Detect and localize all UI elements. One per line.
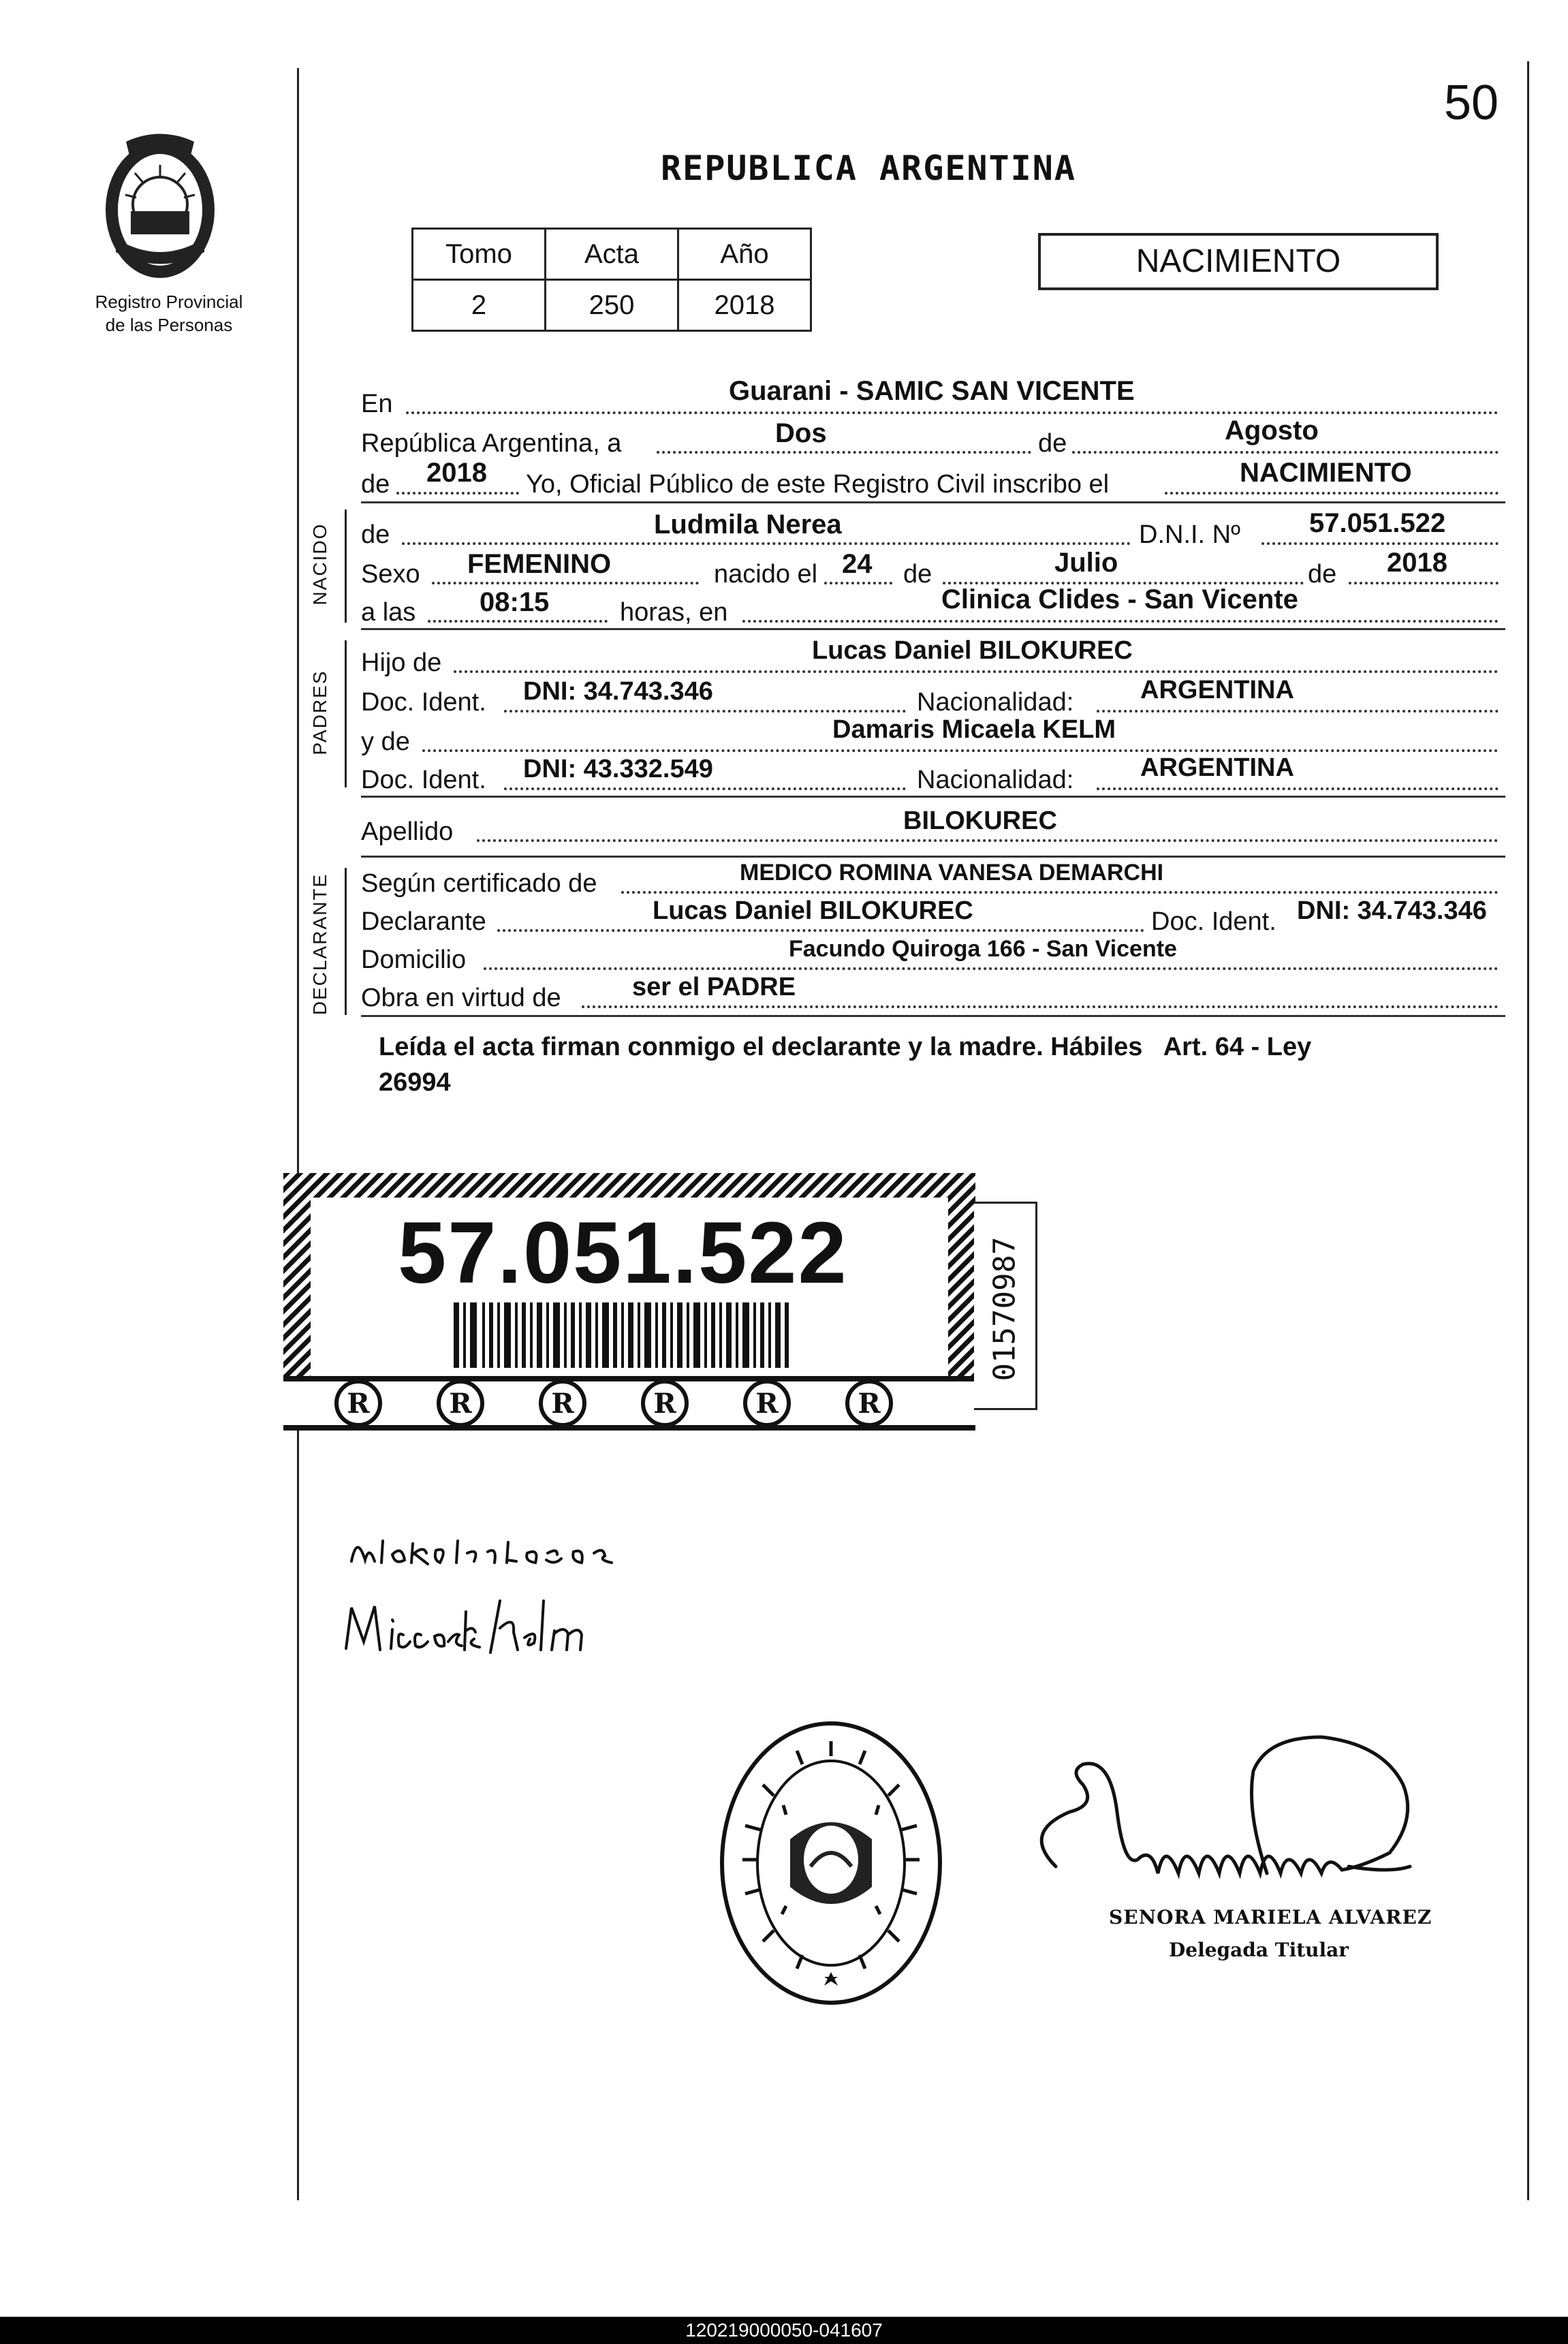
nacido-section-label: NACIDO — [309, 522, 330, 606]
declarante-label: Declarante — [361, 907, 486, 936]
right-margin-line — [1527, 61, 1529, 2200]
nacido-month-value: Julio — [1054, 548, 1118, 578]
nacido-dni-value: 57.051.522 — [1309, 508, 1446, 538]
en-dots — [406, 411, 1499, 414]
mother-name-value: Damaris Micaela KELM — [832, 715, 1116, 744]
footer-code: 120219000050-041607 — [685, 2319, 883, 2341]
nacido-year-dots — [1349, 582, 1499, 584]
place-value: Clinica Clides - San Vicente — [941, 584, 1298, 614]
domicilio-label: Domicilio — [361, 946, 467, 974]
signature-father — [345, 1520, 699, 1582]
nacido-name-dots — [402, 542, 1131, 545]
obra-dots — [582, 1005, 1499, 1008]
table-header-anio: Año — [678, 229, 811, 280]
nacido-de-label: de — [361, 520, 390, 549]
page-number: 50 — [1444, 76, 1499, 130]
intro-day-value: Dos — [775, 418, 827, 448]
officer-signature — [981, 1730, 1430, 1907]
yde-label: y de — [361, 728, 410, 756]
declarante-rule — [361, 1015, 1505, 1017]
republica-dots — [657, 451, 1031, 454]
barcode-label — [283, 1173, 975, 1431]
time-value: 08:15 — [480, 587, 550, 617]
nacido-el-label: nacido el — [714, 560, 818, 589]
officer-title: Delegada Titular — [1169, 1939, 1349, 1961]
closing-text-line1: Leída el acta firman conmigo el declarante y la madre. Hábiles Art. 64 - Ley — [379, 1033, 1312, 1061]
mother-nac-dots — [1097, 787, 1499, 790]
country-title: REPUBLICA ARGENTINA — [661, 149, 1076, 188]
domicilio-dots — [484, 967, 1499, 970]
declarante-doc-value: DNI: 34.743.346 — [1297, 896, 1487, 925]
record-type-box — [1038, 233, 1439, 290]
mother-nac-label: Nacionalidad: — [917, 766, 1074, 794]
svg-text:R: R — [755, 1388, 779, 1420]
apellido-value: BILOKUREC — [903, 807, 1057, 835]
horas-label: horas, en — [620, 598, 728, 627]
apellido-dots — [477, 839, 1499, 842]
alas-label: a las — [361, 598, 416, 627]
mother-dots — [422, 749, 1499, 752]
table-value-tomo: 2 — [413, 280, 546, 331]
father-nac-value: ARGENTINA — [1140, 676, 1294, 704]
father-name-value: Lucas Daniel BILOKUREC — [812, 636, 1133, 665]
nacido-dni-dots — [1261, 542, 1499, 545]
segun-value: MEDICO ROMINA VANESA DEMARCHI — [740, 860, 1164, 886]
signature-mother — [339, 1587, 625, 1662]
svg-text:R: R — [347, 1388, 370, 1420]
inscribo-value: NACIMIENTO — [1240, 458, 1412, 488]
hijo-label: Hijo de — [361, 648, 442, 677]
record-type-label: NACIMIENTO — [1135, 243, 1341, 279]
left-margin-line — [297, 68, 299, 2200]
barcode-bars — [454, 1302, 794, 1368]
footer-bar — [0, 2317, 1568, 2344]
nacido-de3-label: de — [1308, 560, 1337, 589]
apellido-rule — [361, 856, 1505, 858]
nacido-day-value: 24 — [842, 549, 873, 579]
obra-value: ser el PADRE — [632, 973, 796, 1001]
father-doc-label: Doc. Ident. — [361, 688, 486, 717]
intro-de-label: de — [1038, 429, 1067, 458]
closing-text-line2: 26994 — [379, 1068, 451, 1097]
barcode-number: 57.051.522 — [398, 1204, 848, 1302]
svg-text:R: R — [449, 1388, 472, 1420]
nacido-rule — [361, 628, 1505, 630]
en-value: Guarani - SAMIC SAN VICENTE — [729, 376, 1135, 406]
en-label: En — [361, 390, 393, 418]
padres-bracket — [345, 640, 347, 787]
nacido-de2-label: de — [903, 560, 932, 589]
svg-text:R: R — [551, 1388, 574, 1420]
nacido-dni-label: D.N.I. Nº — [1139, 520, 1240, 549]
registry-name-line1: Registro Provincial — [95, 292, 243, 312]
padres-section-label: PADRES — [309, 670, 330, 755]
declarante-bracket — [345, 868, 347, 1015]
padres-rule — [361, 796, 1505, 798]
table-header-tomo: Tomo — [413, 229, 546, 280]
registry-stamp — [715, 1717, 947, 2010]
father-dots — [454, 670, 1499, 673]
father-doc-dots — [504, 710, 906, 713]
nacido-day-dots — [824, 582, 892, 584]
father-nac-label: Nacionalidad: — [917, 688, 1074, 717]
obra-label: Obra en virtud de — [361, 984, 561, 1012]
intro-month-dots — [1072, 451, 1499, 454]
mother-nac-value: ARGENTINA — [1140, 753, 1294, 782]
mother-doc-label: Doc. Ident. — [361, 766, 486, 794]
inscribo-text: Yo, Oficial Público de este Registro Civil inscribo el — [526, 470, 1110, 499]
declarante-value: Lucas Daniel BILOKUREC — [653, 896, 973, 925]
nacido-bracket — [345, 510, 347, 623]
provincial-seal-logo — [89, 129, 232, 286]
table-value-anio: 2018 — [678, 280, 811, 331]
sexo-value: FEMENINO — [467, 549, 612, 579]
time-dots — [428, 620, 608, 623]
officer-name: SENORA MARIELA ALVAREZ — [1109, 1906, 1432, 1928]
declarante-section-label: DECLARANTE — [309, 873, 330, 1016]
svg-text:R: R — [858, 1388, 881, 1420]
sexo-label: Sexo — [361, 560, 420, 589]
father-nac-dots — [1097, 710, 1499, 713]
segun-dots — [621, 891, 1499, 894]
mother-doc-value: DNI: 43.332.549 — [523, 755, 713, 783]
domicilio-value: Facundo Quiroga 166 - San Vicente — [789, 936, 1177, 962]
father-doc-value: DNI: 34.743.346 — [523, 677, 713, 706]
mother-doc-dots — [504, 787, 906, 790]
intro-month-value: Agosto — [1225, 416, 1319, 446]
sexo-dots — [432, 582, 699, 584]
registry-name-line2: de las Personas — [105, 315, 233, 335]
inscribo-dots — [1165, 492, 1499, 495]
apellido-label: Apellido — [361, 817, 454, 846]
nacido-name-value: Ludmila Nerea — [654, 510, 842, 540]
segun-label: Según certificado de — [361, 869, 597, 898]
declarante-dots — [497, 929, 1144, 932]
intro-year-dots — [396, 492, 519, 495]
declarante-doc-label: Doc. Ident. — [1151, 907, 1276, 936]
place-dots — [742, 620, 1499, 623]
table-value-acta: 250 — [546, 280, 678, 331]
table-header-acta: Acta — [546, 229, 678, 280]
intro-de2-label: de — [361, 470, 390, 499]
nacido-year-value: 2018 — [1387, 548, 1447, 578]
serial-number: 01570987 — [987, 1236, 1022, 1381]
republica-label: República Argentina, a — [361, 429, 622, 458]
record-table — [411, 228, 812, 332]
intro-year-value: 2018 — [426, 458, 487, 488]
intro-rule — [361, 501, 1505, 503]
svg-text:R: R — [653, 1388, 676, 1420]
